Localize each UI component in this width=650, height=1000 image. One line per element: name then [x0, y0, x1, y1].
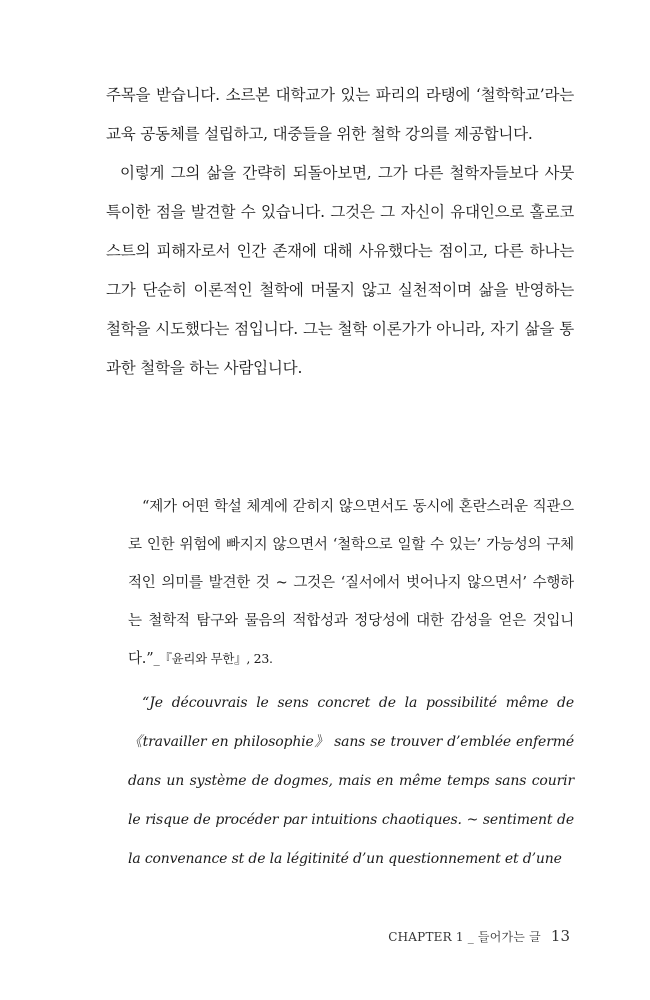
quote-korean [128, 488, 574, 678]
page-footer [388, 926, 570, 945]
quote-korean-text: “제가 어떤 학설 체계에 갇히지 않으면서도 동시에 혼란스러운 직관으로 인한 위험에 빠지지 않으면서 ‘철학으로 일할 수 있는’ 가능성의 구체적인 의미를 발견한 것 ~ 그것은 ‘질서에서 벗어나지 않으면서’ 수행하는 철학적 탐구와 물음의 적합성과 정당성에 대한 감성을 얻은 것입니다.” [128, 499, 574, 667]
body-paragraph: 이렇게 그의 삶을 간략히 되돌아보면, 그가 다른 철학자들보다 사뭇 특이한 점을 발견할 수 있습니다. 그것은 그 자신이 유대인으로 홀로코스트의 피해자로서 인간 존재에 대해 사유했다는 점이고, 다른 하나는 그가 단순히 이론적인 철학에 머물지 않고 실천적이며 삶을 반영하는 철학을 시도했다는 점입니다. 그는 철학 이론가가 아니라, 자기 삶을 통과한 철학을 하는 사람입니다. [106, 164, 574, 377]
quote-citation: _『윤리와 무한』, 23. [153, 651, 273, 666]
body-text [106, 76, 574, 388]
body-paragraph: 주목을 받습니다. 소르본 대학교가 있는 파리의 라탱에 ‘철학학교’라는 교육 공동체를 설립하고, 대중들을 위한 철학 강의를 제공합니다. [106, 86, 574, 143]
page-number: 13 [550, 927, 570, 945]
chapter-label: CHAPTER 1 _ 들어가는 글 [388, 930, 541, 944]
quote-french: “Je découvrais le sens concret de la possibilité même de 《travailler en philosophie》 sans se trouver d’emblée enfermé dans un système de dogmes, mais en même temps sans courir le risque de procéder par intuitions chaotiques. ~ sentiment de la convenance st de la légitinité d’un questionnement et d’une [128, 695, 574, 867]
